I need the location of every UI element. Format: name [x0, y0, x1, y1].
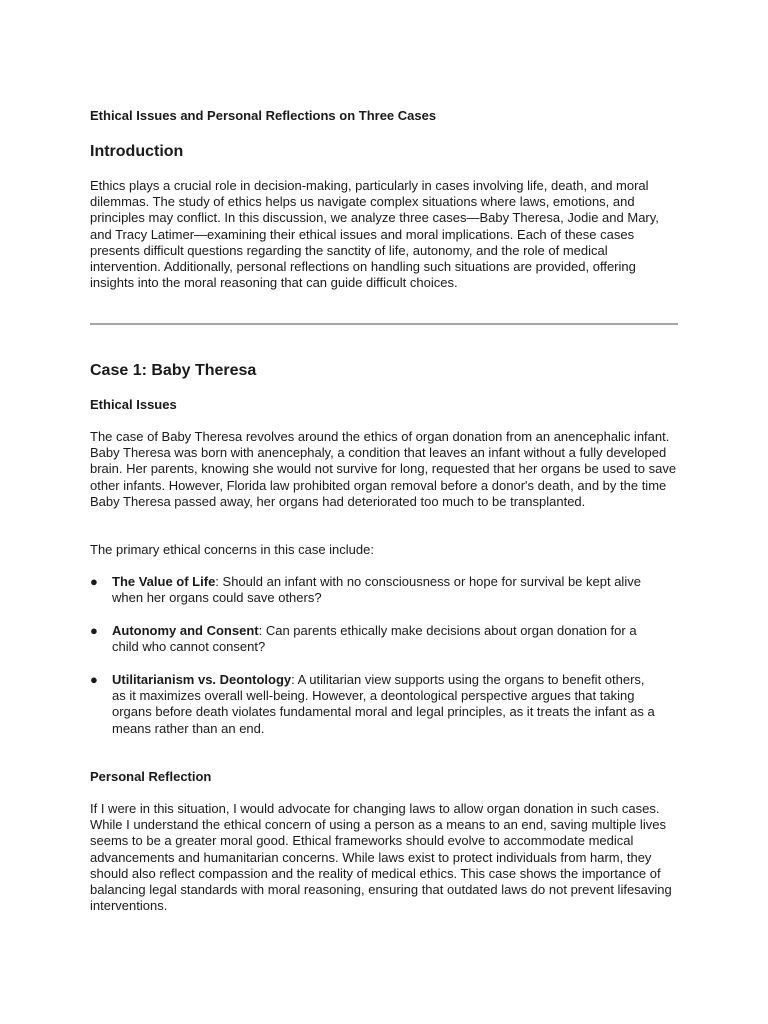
introduction-paragraph: Ethics plays a crucial role in decision-making, particularly in cases involving life, death, and moral dilemmas. The study of ethics helps us navigate complex situations where laws, emotions, and principles may conflict. In this discussion, we analyze three cases—Baby Theresa, Jodie and Mary, and Tracy Latimer—examining their ethical issues and moral implications. Each of these cases presents difficult questions regarding the sanctity of life, autonomy, and the role of medical intervention. Additionally, personal reflections on handling such situations are provided, offering insights into the moral reasoning that can guide difficult choices. [90, 178, 659, 291]
concerns-intro: The primary ethical concerns in this case include: [90, 542, 374, 557]
personal-reflection-heading: Personal Reflection [90, 769, 212, 784]
personal-reflection-paragraph: If I were in this situation, I would advocate for changing laws to allow organ donation in such cases. While I understand the ethical concern of using a person as a means to an end, saving multiple lives seems to be a greater moral good. Ethical frameworks should evolve to accommodate medical advancements and humanitarian concerns. While laws exist to protect individuals from harm, they should also reflect compassion and the reality of medical ethics. This case shows the importance of balancing legal standards with moral reasoning, ensuring that outdated laws do not prevent lifesaving interventions. [90, 801, 672, 914]
bullet-icon: ● [90, 672, 98, 687]
bullet-term: Utilitarianism vs. Deontology [112, 672, 292, 687]
ethical-issues-paragraph: The case of Baby Theresa revolves around the ethics of organ donation from an anencephalic infant. Baby Theresa was born with anencephaly, a condition that leaves an infant without a fully developed brain. Her parents, knowing she would not survive for long, requested that her organs be used to save other infants. However, Florida law prohibited organ removal before a donor's death, and by the time Baby Theresa passed away, her organs had deteriorated too much to be transplanted. [90, 429, 677, 509]
bullet-term: Autonomy and Consent [112, 623, 259, 638]
bullet-text: : Should an infant with no consciousness or hope for survival be kept alive when her organs could save others? [112, 574, 641, 606]
introduction-heading: Introduction [90, 143, 184, 160]
bullet-item-value-of-life [90, 574, 660, 606]
bullet-term: The Value of Life [112, 574, 216, 589]
bullet-icon: ● [90, 574, 98, 589]
case1-heading: Case 1: Baby Theresa [90, 362, 257, 379]
bullet-text: : Can parents ethically make decisions about organ donation for a child who cannot consent? [112, 623, 637, 655]
document-title: Ethical Issues and Personal Reflections on Three Cases [90, 108, 437, 123]
horizontal-divider [90, 323, 678, 325]
bullet-text: : A utilitarian view supports using the organs to benefit others, as it maximizes overall well-being. However, a deontological perspective argues that taking organs before death violates fundamental moral and legal principles, as it treats the infant as a means rather than an end. [112, 672, 655, 736]
bullet-icon: ● [90, 623, 98, 638]
bullet-item-utilitarianism-deontology [90, 672, 660, 737]
ethical-issues-heading: Ethical Issues [90, 397, 177, 412]
bullet-item-autonomy-consent [90, 623, 660, 655]
